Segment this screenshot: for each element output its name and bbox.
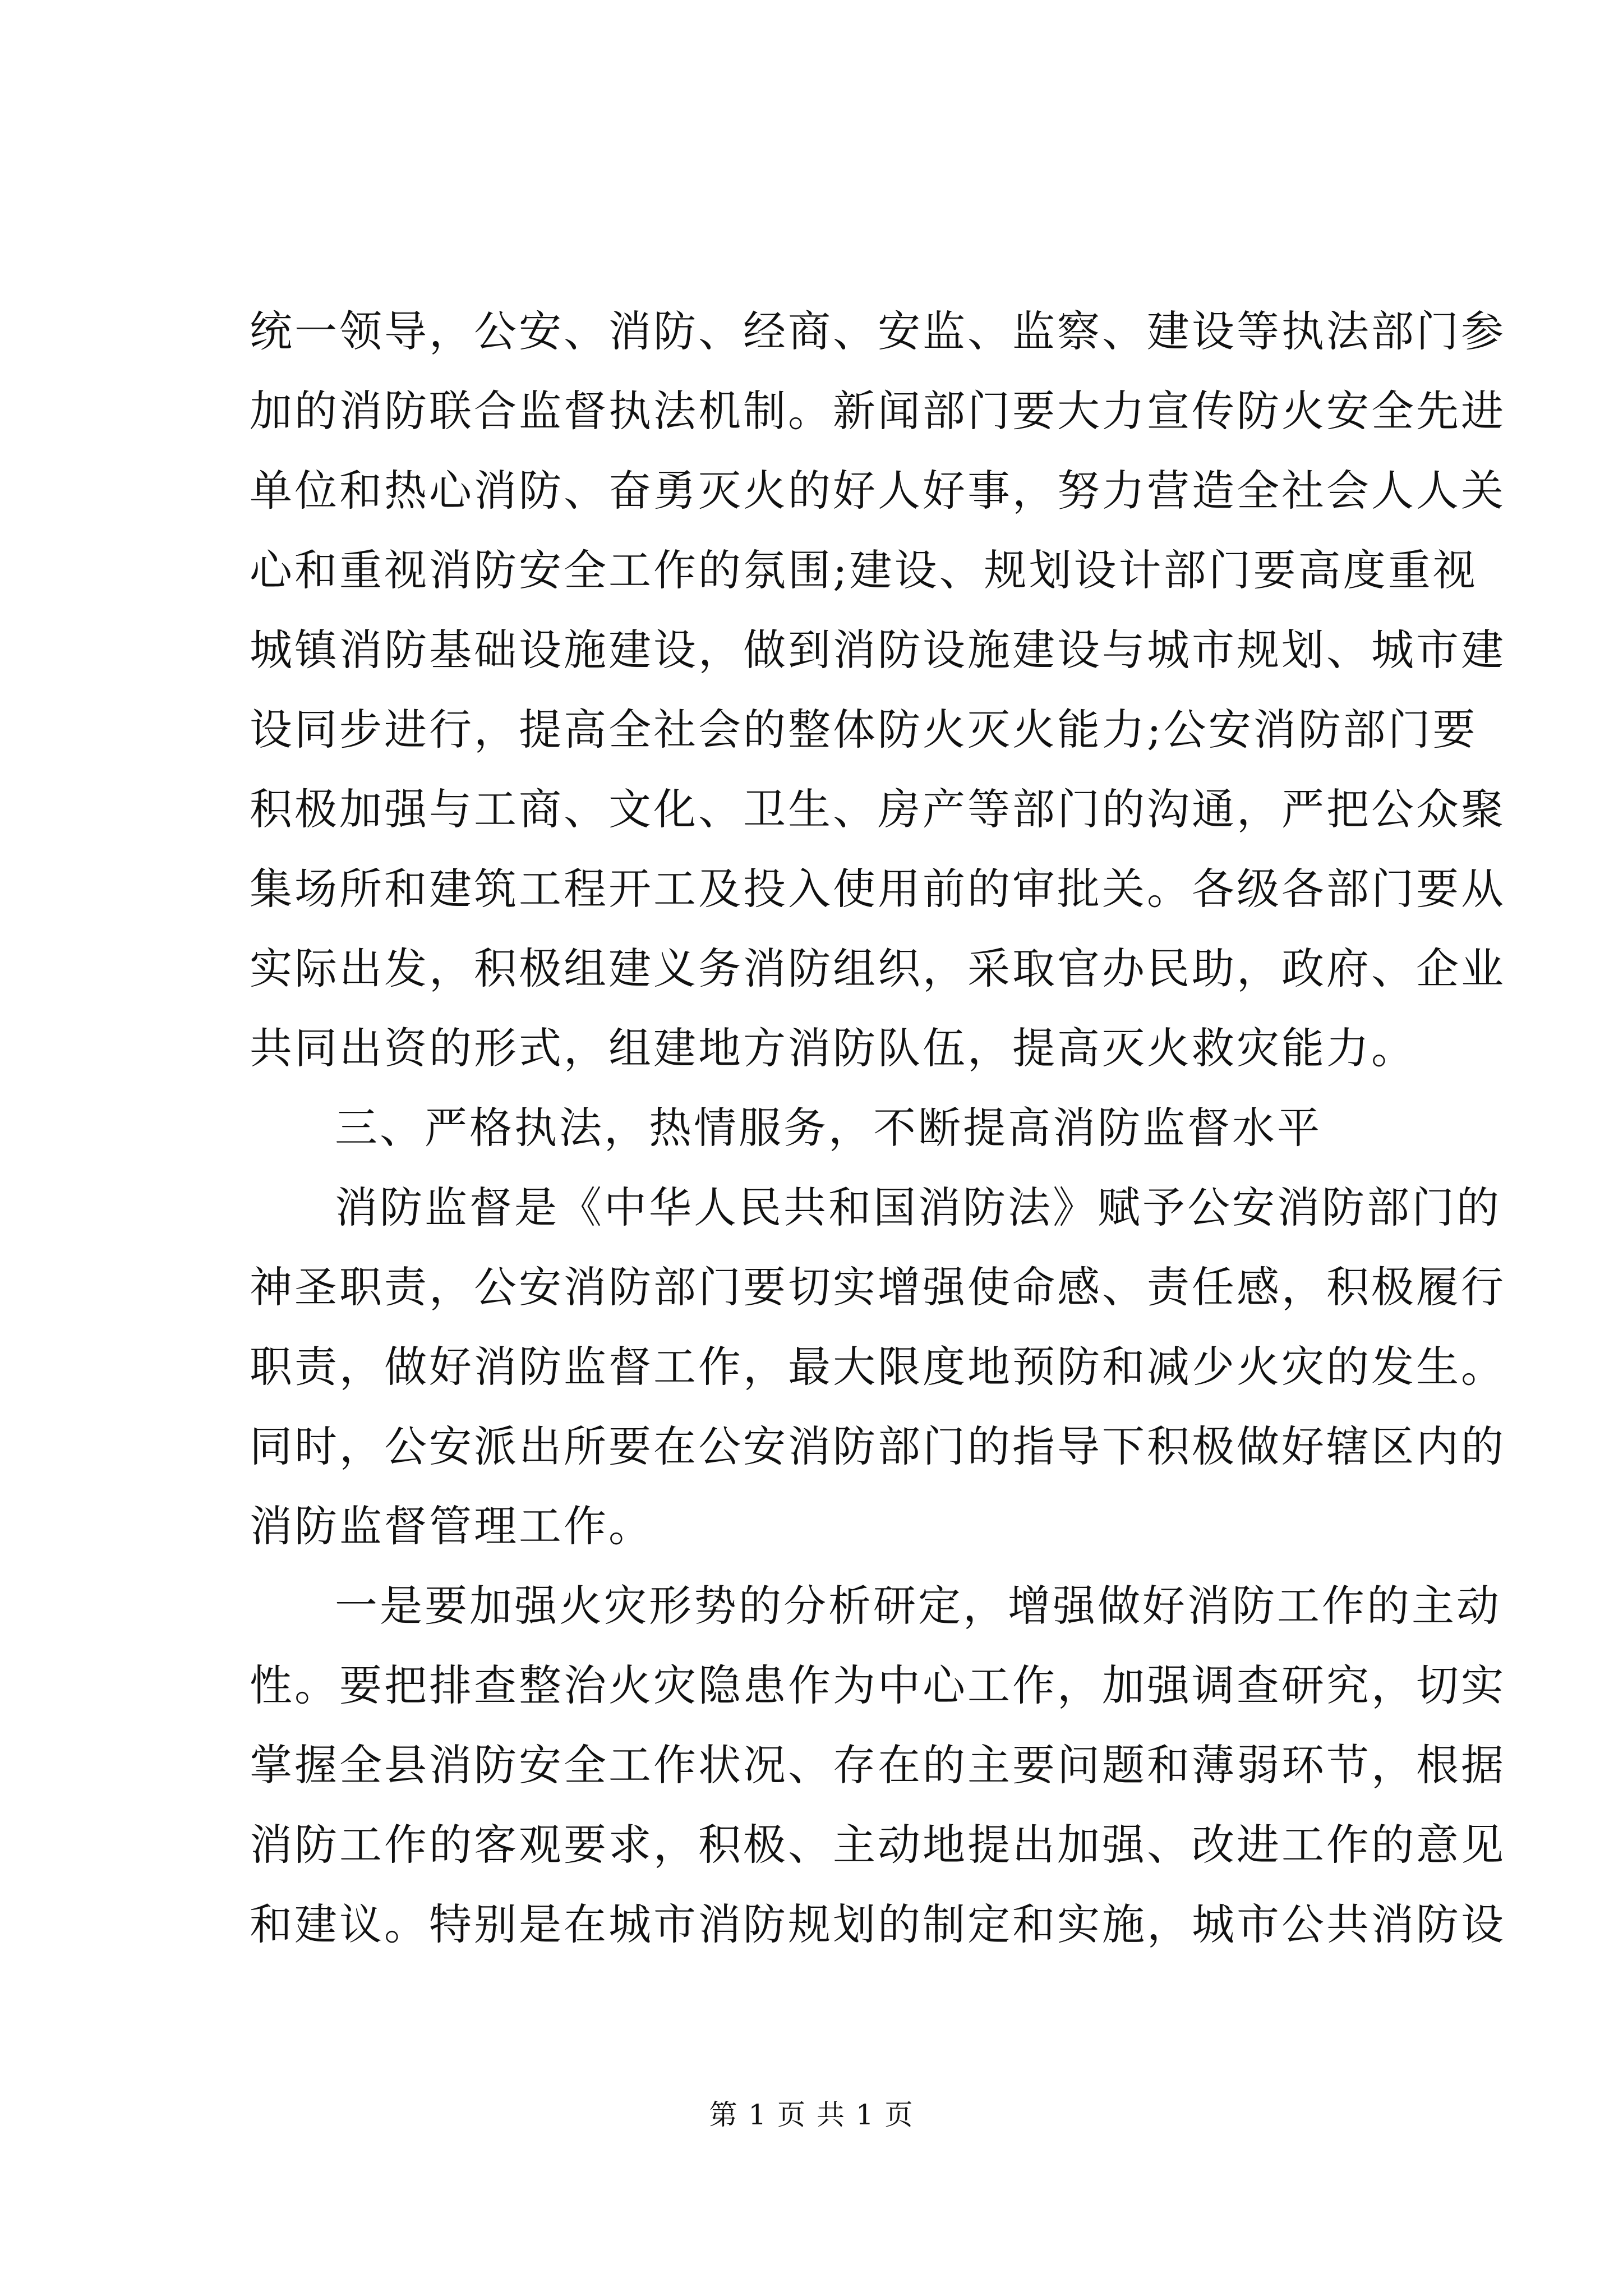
- document-body: [250, 292, 1506, 1964]
- paragraph-line: 单位和热心消防、奋勇灭火的好人好事，努力营造全社会人人关: [250, 466, 1506, 516]
- paragraph-line: 加的消防联合监督执法机制。新闻部门要大力宣传防火安全先进: [250, 386, 1506, 436]
- paragraph-line: 神圣职责，公安消防部门要切实增强使命感、责任感，积极履行: [250, 1262, 1506, 1312]
- paragraph-line: 积极加强与工商、文化、卫生、房产等部门的沟通，严把公众聚: [250, 784, 1506, 834]
- paragraph-line: 一是要加强火灾形势的分析研定，增强做好消防工作的主动: [335, 1581, 1501, 1631]
- paragraph-line: 消防监督是《中华人民共和国消防法》赋予公安消防部门的: [335, 1182, 1501, 1232]
- paragraph-line: 消防工作的客观要求，积极、主动地提出加强、改进工作的意见: [250, 1820, 1506, 1870]
- paragraph-line: 共同出资的形式，组建地方消防队伍，提高灭火救灾能力。: [250, 1023, 1416, 1073]
- paragraph-line: 城镇消防基础设施建设，做到消防设施建设与城市规划、城市建: [250, 625, 1506, 675]
- paragraph-line: 统一领导，公安、消防、经商、安监、监察、建设等执法部门参: [250, 306, 1506, 356]
- paragraph-line: 和建议。特别是在城市消防规划的制定和实施，城市公共消防设: [250, 1899, 1506, 1949]
- paragraph-line: 实际出发，积极组建义务消防组织，采取官办民助，政府、企业: [250, 944, 1506, 993]
- paragraph-line: 设同步进行，提高全社会的整体防火灭火能力;公安消防部门要: [250, 705, 1478, 754]
- paragraph-line: 集场所和建筑工程开工及投入使用前的审批关。各级各部门要从: [250, 864, 1506, 914]
- paragraph-line: 消防监督管理工作。: [250, 1501, 653, 1551]
- paragraph-line: 性。要把排查整治火灾隐患作为中心工作，加强调查研究，切实: [250, 1660, 1506, 1710]
- paragraph-line: 职责，做好消防监督工作，最大限度地预防和减少火灾的发生。: [250, 1342, 1506, 1392]
- page-number-footer: 第 1 页 共 1 页: [709, 2099, 914, 2131]
- section-heading: 三、严格执法，热情服务，不断提高消防监督水平: [335, 1103, 1322, 1153]
- paragraph-line: 掌握全县消防安全工作状况、存在的主要问题和薄弱环节，根据: [250, 1740, 1506, 1790]
- paragraph-line: 心和重视消防安全工作的氛围;建设、规划设计部门要高度重视: [250, 545, 1478, 595]
- paragraph-line: 同时，公安派出所要在公安消防部门的指导下积极做好辖区内的: [250, 1421, 1506, 1471]
